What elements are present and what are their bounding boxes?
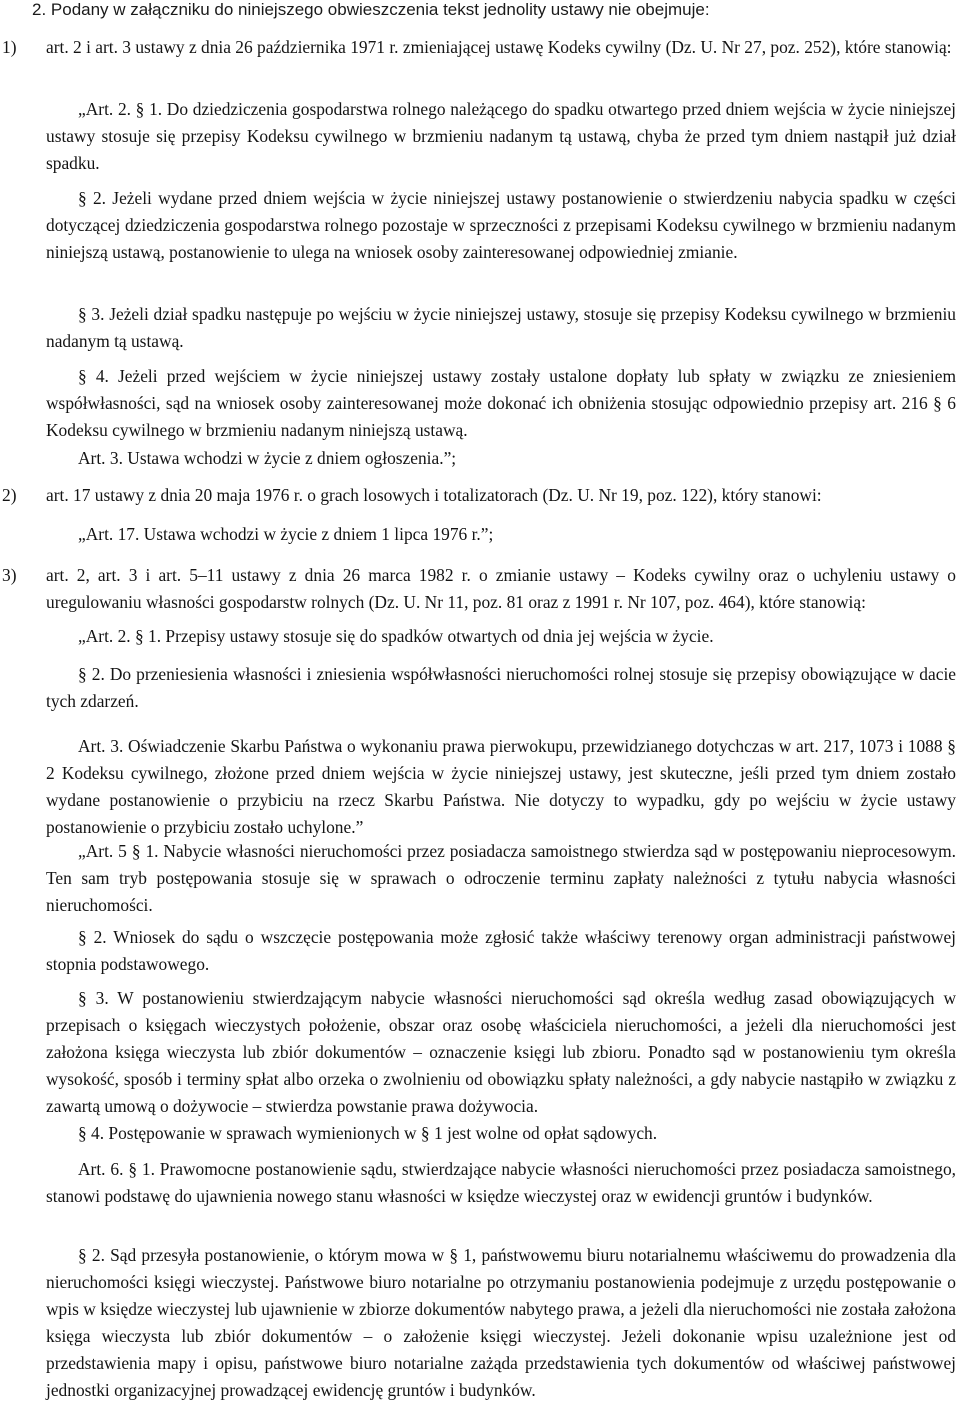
paragraph: „Art. 2. § 1. Przepisy ustawy stosuje się do spadków otwartych od dnia jej wejścia w życie. [78, 626, 714, 646]
item-intro: art. 2, art. 3 i art. 5–11 ustawy z dnia 26 marca 1982 r. o zmianie ustawy – Kodeks cywilny oraz o uchyleniu ustawy o uregulowaniu własności gospodarstw rolnych (Dz. U. Nr 11, poz. 81 oraz z 1991 r. Nr 107, poz. 464), które stanowią: [46, 565, 956, 612]
paragraph: Art. 3. Ustawa wchodzi w życie z dniem ogłoszenia.”; [78, 448, 457, 468]
paragraph: „Art. 17. Ustawa wchodzi w życie z dniem 1 lipca 1976 r.”; [78, 524, 494, 544]
paragraph: Art. 6. § 1. Prawomocne postanowienie sądu, stwierdzające nabycie własności nieruchomości przez posiadacza samoistnego, stanowi podstawę do ujawnienia nowego stanu własności w księdze wieczystej oraz w ewidencji gruntów i budynków. [46, 1159, 956, 1206]
paragraph: „Art. 2. § 1. Do dziedziczenia gospodarstwa rolnego należącego do spadku otwartego przed dniem wejścia w życie niniejszej ustawy stosuje się przepisy Kodeksu cywilnego w brzmieniu nadanym tą ustawą, chyba że przed tym dniem nastąpił już dział spadku. [46, 99, 956, 173]
paragraph: Art. 3. Oświadczenie Skarbu Państwa o wykonaniu prawa pierwokupu, przewidzianego dotychczas w art. 217, 1073 i 1088 § 2 Kodeksu cywilnego, złożone przed dniem wejścia w życie niniejszej ustawy, jest skuteczne, jeśli przed tym dniem zostało wydane postanowienie o przybiciu na rzecz Skarbu Państwa. Nie dotyczy to wypadku, gdy po wejściu w życie ustawy postanowienie o przybiciu zostało uchylone.” [46, 736, 956, 837]
paragraph: § 3. W postanowieniu stwierdzającym nabycie własności nieruchomości sąd określa według zasad obowiązujących w przepisach o księgach wieczystych położenie, obszar oraz osobę właściciela nieruchomości, a jeżeli dla nieruchomości jest założona księga wieczysta lub zbiór dokumentów – oznaczenie księgi lub zbioru. Ponadto sąd w postanowieniu tym określa wysokość, sposób i terminy spłat albo orzeka o zwolnieniu od obowiązku spłaty należności, a gdy nabycie nastąpiło w związku z zawartą umową o dożywocie – stwierdza powstanie prawa dożywocia. [46, 988, 956, 1116]
item-intro: art. 2 i art. 3 ustawy z dnia 26 października 1971 r. zmieniającej ustawę Kodeks cywilny (Dz. U. Nr 27, poz. 252), które stanowią: [46, 37, 952, 57]
section-heading: 2. Podany w załączniku do niniejszego obwieszczenia tekst jednolity ustawy nie obejmuje: [32, 0, 710, 19]
paragraph: § 2. Do przeniesienia własności i zniesienia współwłasności nieruchomości rolnej stosuje się przepisy obowiązujące w dacie tych zdarzeń. [46, 664, 956, 711]
paragraph: § 4. Postępowanie w sprawach wymienionych w § 1 jest wolne od opłat sądowych. [78, 1123, 658, 1143]
paragraph: § 2. Wniosek do sądu o wszczęcie postępowania może zgłosić także właściwy terenowy organ administracji państwowej stopnia podstawowego. [46, 927, 956, 974]
paragraph: § 2. Sąd przesyła postanowienie, o którym mowa w § 1, państwowemu biuru notarialnemu właściwemu do prowadzenia dla nieruchomości księgi wieczystej. Państwowe biuro notarialne po otrzymaniu postanowienia podejmuje z urzędu postępowanie o wpis w księdze wieczystej lub ujawnienie w zbiorze dokumentów nabytego prawa, a jeżeli dla nieruchomości nie została założona księga wieczysta lub zbiór dokumentów – o założenie księgi wieczystej. Jeżeli dokonanie wpisu uzależnione jest od przedstawienia mapy i opisu, państwowe biuro notarialne zażąda przedstawienia tych dokumentów od właściwej państwowej jednostki organizacyjnej prowadzącej ewidencję gruntów i budynków. [46, 1245, 956, 1400]
paragraph: § 2. Jeżeli wydane przed dniem wejścia w życie niniejszej ustawy postanowienie o stwierdzeniu nabycia spadku w części dotyczącej dziedziczenia gospodarstwa rolnego pozostaje w sprzeczności z przepisami Kodeksu cywilnego w brzmieniu nadanym niniejszą ustawą, postanowienie to ulega na wniosek osoby zainteresowanej odpowiedniej zmianie. [46, 188, 956, 262]
item-number: 1) [2, 37, 17, 57]
paragraph: „Art. 5 § 1. Nabycie własności nieruchomości przez posiadacza samoistnego stwierdza sąd w postępowaniu nieprocesowym. Ten sam tryb postępowania stosuje się w sprawach o odroczenie terminu zapłaty należności z tytułu nabycia własności nieruchomości. [46, 841, 956, 915]
item-intro: art. 17 ustawy z dnia 20 maja 1976 r. o grach losowych i totalizatorach (Dz. U. Nr 19, poz. 122), który stanowi: [46, 485, 822, 505]
item-number: 3) [2, 565, 17, 585]
paragraph: § 4. Jeżeli przed wejściem w życie niniejszej ustawy zostały ustalone dopłaty lub spłaty w związku ze zniesieniem współwłasności, sąd na wniosek osoby zainteresowanej może dokonać ich obniżenia stosując odpowiednio przepisy art. 216 § 6 Kodeksu cywilnego w brzmieniu nadanym niniejszą ustawą. [46, 366, 956, 440]
item-number: 2) [2, 485, 17, 505]
paragraph: § 3. Jeżeli dział spadku następuje po wejściu w życie niniejszej ustawy, stosuje się przepisy Kodeksu cywilnego w brzmieniu nadanym tą ustawą. [46, 304, 956, 351]
